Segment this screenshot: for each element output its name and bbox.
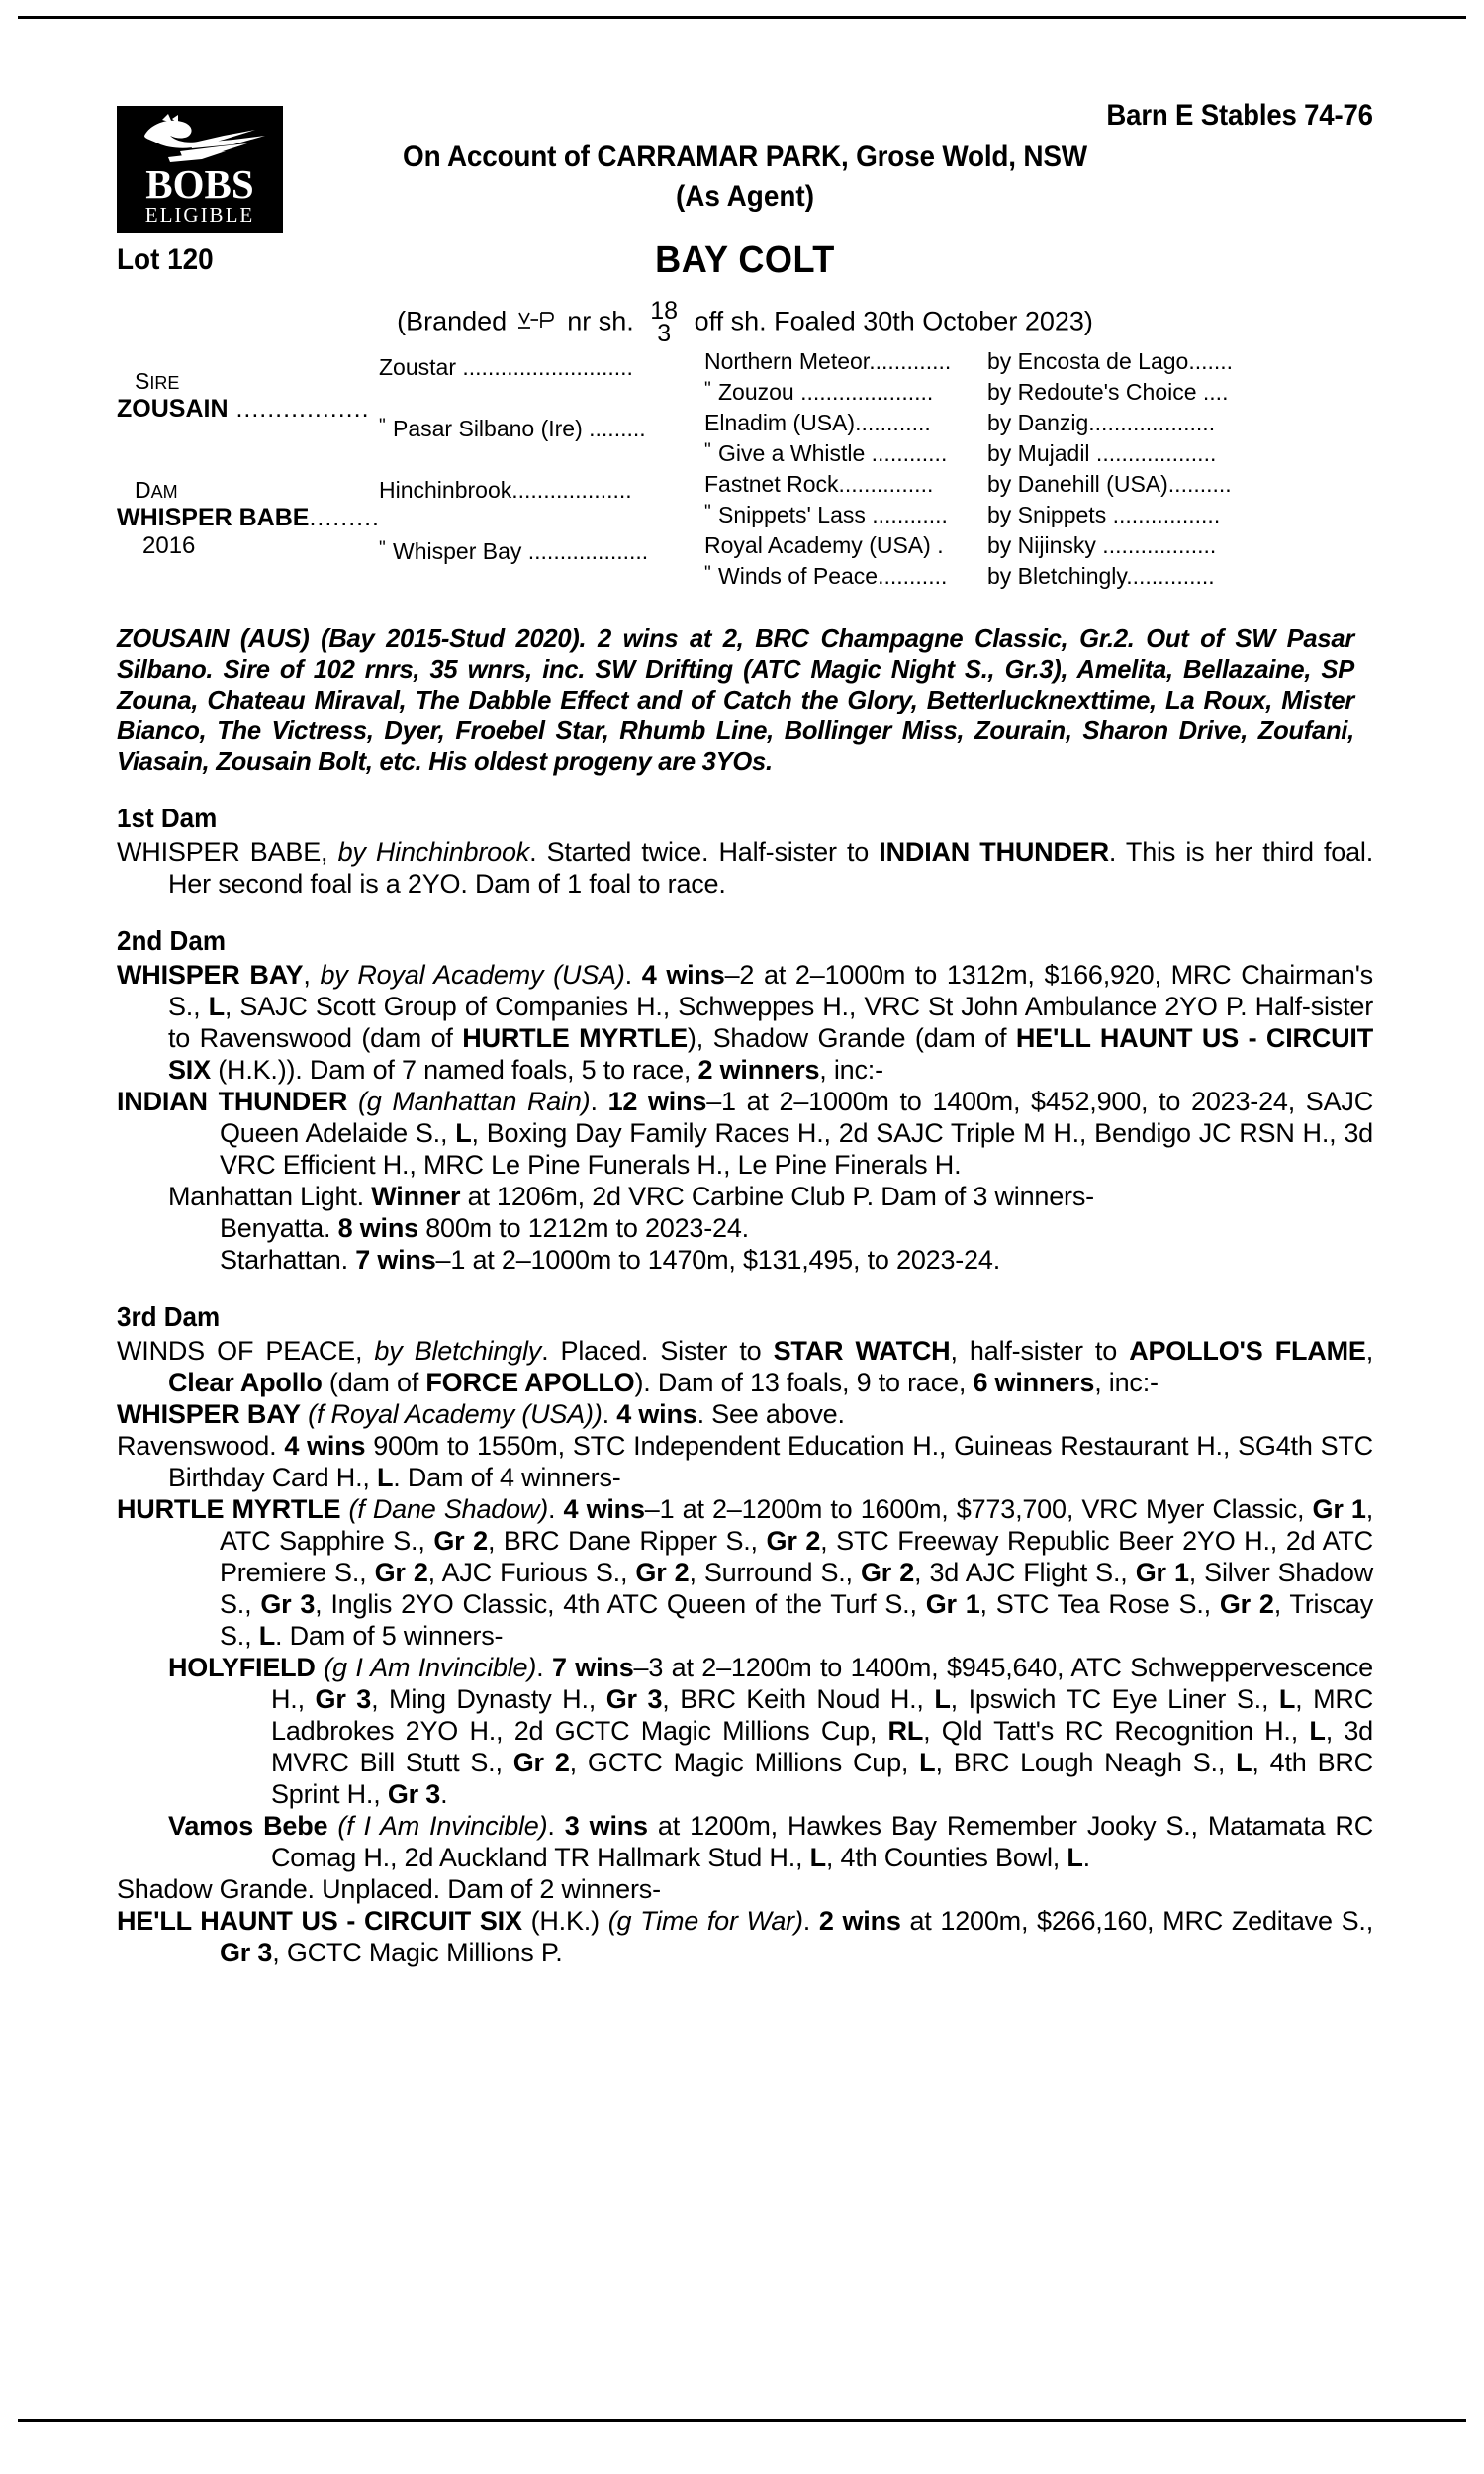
- gg-sire-1: by Encosta de Lago.......: [987, 348, 1234, 374]
- progeny-entry: HOLYFIELD (g I Am Invincible). 7 wins–3 at 2–1200m to 1400m, $945,640, ATC Schweppervescence H., Gr 3, Ming Dynasty H., Gr 3, BRC Keith Noud H., L, Ipswich TC Eye Liner S., L, MRC Ladbrokes 2YO H., 2d GCTC Magic Millions Cup, RL, Qld Tatt's RC Recognition H., L, 3d MVRC Bill Stutt S., Gr 2, GCTC Magic Millions Cup, L, BRC Lough Neagh S., L, 4th BRC Sprint H., Gr 3.: [168, 1653, 1373, 1809]
- progeny-entry: Ravenswood. 4 wins 900m to 1550m, STC Independent Education H., Guineas Restaurant H., SG4th STC Birthday Card H., L. Dam of 4 winners-: [117, 1431, 1373, 1492]
- progeny-wins: 7 wins: [551, 1653, 634, 1682]
- progeny-sire: (f I Am Invincible): [337, 1811, 548, 1841]
- grade-badge: Gr 2: [635, 1558, 690, 1587]
- dam-label: DAM: [135, 477, 178, 503]
- grade-badge: Gr 2: [433, 1526, 488, 1556]
- page-header: [117, 89, 1373, 238]
- progeny-name: WHISPER BAY: [117, 1399, 301, 1429]
- progeny-manhattan-light: Manhattan Light. Winner at 1206m, 2d VRC Carbine Club P. Dam of 3 winners-: [168, 1182, 1094, 1211]
- grandparent-sire-dam: " Pasar Silbano (Ire) .........: [379, 416, 646, 441]
- grade-badge: L: [1309, 1716, 1326, 1746]
- dam-year: 2016: [142, 532, 196, 559]
- grade-badge: Gr 2: [766, 1526, 821, 1556]
- grade-badge: L: [809, 1843, 826, 1872]
- progeny-name: HURTLE MYRTLE: [117, 1494, 341, 1524]
- grade-badge: Gr 3: [260, 1589, 316, 1619]
- gg-sire-3: by Danzig....................: [987, 410, 1216, 435]
- progeny-entry: WHISPER BAY (f Royal Academy (USA)). 4 wins. See above.: [117, 1399, 845, 1429]
- bobs-eligible-label: ELIGIBLE: [144, 203, 255, 227]
- progeny-sire: (f Dane Shadow): [348, 1494, 548, 1524]
- third-dam-sire: by Bletchingly: [374, 1336, 542, 1366]
- gg-sire-7: by Nijinsky ..................: [987, 532, 1217, 558]
- grandparent-dam-sire: Hinchinbrook...................: [379, 477, 632, 503]
- grade-badge: L: [1236, 1748, 1252, 1777]
- great-grandparent-2: " Zouzou .....................: [704, 379, 934, 405]
- gg-sire-4: by Mujadil ...................: [987, 440, 1217, 466]
- grade-badge: Gr 1: [1135, 1558, 1189, 1587]
- ditto-mark: ": [704, 440, 711, 461]
- grade-badge: Gr 1: [925, 1589, 980, 1619]
- second-dam-sire: by Royal Academy (USA): [320, 960, 625, 990]
- gg-sire-5: by Danehill (USA)..........: [987, 471, 1232, 497]
- grade-badge: L: [934, 1684, 951, 1714]
- great-grandparent-7: Royal Academy (USA) .: [704, 532, 944, 558]
- gg-sire-6: by Snippets .................: [987, 502, 1221, 527]
- second-dam-heading: 2nd Dam: [117, 925, 226, 956]
- branded-prefix: (Branded: [397, 306, 508, 336]
- brand-number-fraction: [650, 297, 679, 347]
- grade-badge: L: [919, 1748, 936, 1777]
- brand-symbol-icon: [517, 309, 557, 334]
- grade-badge: Gr 3: [387, 1779, 441, 1809]
- grade-badge: RL: [887, 1716, 924, 1746]
- grade-badge: L: [1278, 1684, 1296, 1714]
- gg-sire-2: by Redoute's Choice ....: [987, 379, 1229, 405]
- branded-suffix: off sh. Foaled 30th October 2023): [694, 306, 1093, 336]
- third-dam-name: WINDS OF PEACE: [117, 1336, 355, 1366]
- great-grandparent-8: " Winds of Peace...........: [704, 563, 948, 589]
- progeny-starhattan: Starhattan. 7 wins–1 at 2–1000m to 1470m, $131,495, to 2023-24.: [220, 1245, 1000, 1275]
- progeny-sire: (g I Am Invincible): [324, 1653, 537, 1682]
- ditto-mark: ": [379, 416, 386, 436]
- brand-number-top: 18: [650, 297, 679, 325]
- grade-badge: Gr 3: [605, 1684, 663, 1714]
- grade-badge: Gr 2: [860, 1558, 915, 1587]
- third-dam-heading: 3rd Dam: [117, 1301, 221, 1332]
- progeny-name: Vamos Bebe: [168, 1811, 328, 1841]
- progeny-sire: (f Royal Academy (USA)): [308, 1399, 603, 1429]
- relative-indian-thunder: INDIAN THUNDER: [879, 837, 1109, 867]
- branded-side-near: nr sh.: [567, 306, 634, 336]
- progeny-sire: (g Time for War): [607, 1906, 803, 1936]
- grade-badge: L: [258, 1621, 276, 1651]
- page-title: BAY COLT: [655, 239, 835, 281]
- sire-block: [117, 368, 382, 424]
- great-grandparent-6: " Snippets' Lass ............: [704, 502, 948, 527]
- first-dam-heading: 1st Dam: [117, 803, 218, 833]
- grade-badge: Gr 3: [315, 1684, 372, 1714]
- progeny-name: HE'LL HAUNT US - CIRCUIT SIX: [117, 1906, 522, 1936]
- page-content: [117, 89, 1373, 1968]
- ditto-mark: ": [704, 379, 711, 400]
- grade-badge: Gr 2: [374, 1558, 428, 1587]
- branding-line: [117, 299, 1373, 346]
- lot-title-row: [117, 239, 1373, 297]
- progeny-name: Shadow Grande. Unplaced. Dam of 2 winners-: [117, 1874, 661, 1904]
- grade-badge: Gr 3: [220, 1938, 273, 1967]
- gg-sire-8: by Bletchingly..............: [987, 563, 1215, 589]
- progeny-wins: 4 wins: [284, 1431, 366, 1461]
- progeny-wins: 4 wins: [563, 1494, 645, 1524]
- sire-label: SIRE: [135, 368, 180, 394]
- grade-badge: Gr 1: [1312, 1494, 1366, 1524]
- progeny-benyatta: Benyatta. 8 wins 800m to 1212m to 2023-24.: [220, 1213, 749, 1243]
- progeny-wins: 3 wins: [564, 1811, 648, 1841]
- vendor-account-line: On Account of CARRAMAR PARK, Grose Wold, NSW: [403, 141, 1087, 173]
- dam-name: WHISPER BABE.........: [117, 504, 380, 531]
- sire-name: ZOUSAIN .................: [117, 395, 370, 423]
- as-agent-label: (As Agent): [675, 180, 814, 213]
- brand-number-bottom: 3: [657, 320, 672, 347]
- grandparent-dam-dam: " Whisper Bay ...................: [379, 538, 649, 564]
- progeny-name: Ravenswood.: [117, 1431, 277, 1461]
- great-grandparent-1: Northern Meteor.............: [704, 348, 952, 374]
- progeny-name: HOLYFIELD: [168, 1653, 316, 1682]
- grade-badge: Gr 2: [1219, 1589, 1274, 1619]
- progeny-entry: Vamos Bebe (f I Am Invincible). 3 wins at 1200m, Hawkes Bay Remember Jooky S., Matamata RC Comag H., 2d Auckland TR Hallmark Stud H., L, 4th Counties Bowl, L.: [168, 1811, 1374, 1872]
- progeny-indian-thunder: INDIAN THUNDER (g Manhattan Rain). 12 wins–1 at 2–1000m to 1400m, $452,900, to 2023-24, SAJC Queen Adelaide S., L, Boxing Day Family Races H., 2d SAJC Triple M H., Bendigo JC RSN H., 3d VRC Efficient H., MRC Le Pine Funerals H., Le Pine Finerals H.: [117, 1087, 1374, 1180]
- ditto-mark: ": [704, 502, 711, 523]
- great-grandparent-4: " Give a Whistle ............: [704, 440, 948, 466]
- second-dam-paragraph: WHISPER BAY, by Royal Academy (USA). 4 wins–2 at 2–1000m to 1312m, $166,920, MRC Chairman's S., L, SAJC Scott Group of Companies H., Schweppes H., VRC St John Ambulance 2YO P. Half-sister to Ravenswood (dam of HURTLE MYRTLE), Shadow Grande (dam of HE'LL HAUNT US - CIRCUIT SIX (H.K.)). Dam of 7 named foals, 5 to race, 2 winners, inc:-: [117, 960, 1374, 1085]
- third-dam-progeny-list: [117, 1398, 1373, 1968]
- grade-badge: Gr 2: [512, 1748, 570, 1777]
- progeny-entry: [117, 1873, 1373, 1905]
- progeny-wins: 2 wins: [818, 1906, 901, 1936]
- page-rule-top: [18, 16, 1466, 19]
- dam-block: [117, 477, 382, 560]
- first-dam-sire: by Hinchinbrook: [337, 837, 530, 867]
- great-grandparent-3: Elnadim (USA)............: [704, 410, 931, 435]
- third-dam-paragraph: WINDS OF PEACE, by Bletchingly. Placed. Sister to STAR WATCH, half-sister to APOLLO'S FLAME, Clear Apollo (dam of FORCE APOLLO). Dam of 13 foals, 9 to race, 6 winners, inc:-: [117, 1336, 1373, 1397]
- bobs-wordmark: BOBS: [145, 161, 254, 207]
- barn-stables-label: Barn E Stables 74-76: [1106, 99, 1373, 132]
- great-grandparent-5: Fastnet Rock...............: [704, 471, 934, 497]
- grade-badge: L: [1067, 1843, 1083, 1872]
- second-dam-name: WHISPER BAY: [117, 960, 304, 990]
- pedigree-table: [117, 348, 1373, 614]
- progeny-entry: HURTLE MYRTLE (f Dane Shadow). 4 wins–1 at 2–1200m to 1600m, $773,700, VRC Myer Classic, Gr 1, ATC Sapphire S., Gr 2, BRC Dane Ripper S., Gr 2, STC Freeway Republic Beer 2YO H., 2d ATC Premiere S., Gr 2, AJC Furious S., Gr 2, Surround S., Gr 2, 3d AJC Flight S., Gr 1, Silver Shadow S., Gr 3, Inglis 2YO Classic, 4th ATC Queen of the Turf S., Gr 1, STC Tea Rose S., Gr 2, Triscay S., L. Dam of 5 winners-: [117, 1494, 1374, 1651]
- first-dam-name: WHISPER BABE: [117, 837, 322, 867]
- progeny-entry: HE'LL HAUNT US - CIRCUIT SIX (H.K.) (g Time for War). 2 wins at 1200m, $266,160, MRC Zeditave S., Gr 3, GCTC Magic Millions P.: [117, 1906, 1374, 1967]
- progeny-region: (H.K.): [521, 1906, 608, 1936]
- first-dam-paragraph: WHISPER BABE, by Hinchinbrook. Started twice. Half-sister to INDIAN THUNDER. This is her third foal. Her second foal is a 2YO. Dam of 1 foal to race.: [117, 837, 1373, 899]
- progeny-wins: 4 wins: [616, 1399, 697, 1429]
- lot-number: Lot 120: [117, 243, 214, 276]
- ditto-mark: ": [704, 563, 711, 584]
- ditto-mark: ": [379, 538, 386, 559]
- sire-summary-paragraph: ZOUSAIN (AUS) (Bay 2015-Stud 2020). 2 wins at 2, BRC Champagne Classic, Gr.2. Out of SW Pasar Silbano. Sire of 102 rnrs, 35 wnrs, inc. SW Drifting (ATC Magic Night S., Gr.3), Amelita, Bellazaine, SP Zouna, Chateau Miraval, The Dabble Effect and of Catch the Glory, Betterlucknexttime, La Roux, Mister Bianco, The Victress, Dyer, Froebel Star, Rhumb Line, Bollinger Miss, Zourain, Sharon Drive, Zoufani, Viasain, Zousain Bolt, etc. His oldest progeny are 3YOs.: [117, 623, 1354, 776]
- grandparent-sire-sire: Zoustar ...........................: [379, 354, 633, 380]
- page-rule-bottom: [18, 2419, 1466, 2422]
- listed-badge: L: [376, 1463, 394, 1492]
